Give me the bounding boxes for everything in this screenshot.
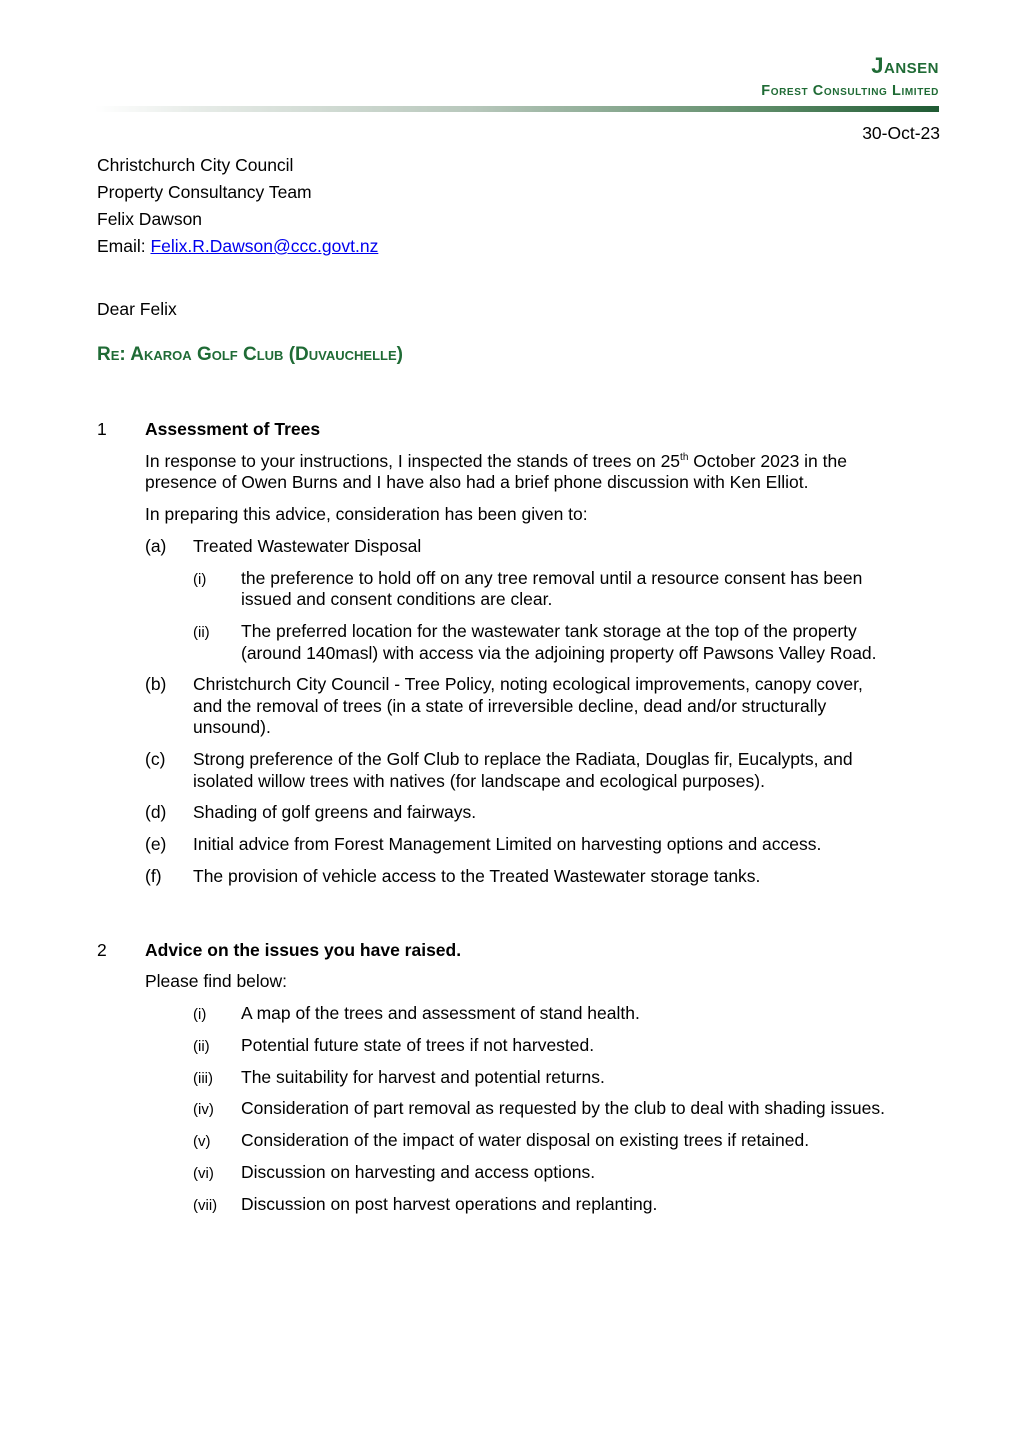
recipient-name: Felix Dawson (97, 209, 203, 229)
s2-item-i-text: A map of the trees and assessment of stand health. (241, 1003, 640, 1023)
s2-item-i-marker: (i) (193, 1006, 207, 1023)
recipient-org: Christchurch City Council (97, 155, 294, 175)
subject-line: Re: Akaroa Golf Club (Duvauchelle) (97, 344, 403, 365)
s2-item-v-text: Consideration of the impact of water disposal on existing trees if retained. (241, 1130, 810, 1150)
para1-text-b: October 2023 in the (688, 451, 847, 471)
item-d-text: Shading of golf greens and fairways. (193, 802, 477, 822)
item-e-text: Initial advice from Forest Management Limited on harvesting options and access. (193, 834, 822, 854)
section-1-para2: In preparing this advice, consideration has been given to: (145, 504, 588, 524)
s2-item-vi-text: Discussion on harvesting and access options. (241, 1162, 596, 1182)
s2-item-ii-text: Potential future state of trees if not harvested. (241, 1035, 595, 1055)
email-label: Email: (97, 236, 151, 256)
section-1-number: 1 (97, 419, 107, 439)
company-name: Jansen (871, 53, 939, 78)
recipient-email-line (97, 236, 378, 258)
item-c-marker: (c) (145, 749, 166, 769)
item-a-ii-marker: (ii) (193, 624, 210, 641)
item-d-marker: (d) (145, 802, 167, 822)
item-b-line3: unsound). (193, 717, 271, 737)
item-c-line1: Strong preference of the Golf Club to replace the Radiata, Douglas fir, Eucalypts, and (193, 749, 853, 769)
section-1-para1-line2: presence of Owen Burns and I have also had a brief phone discussion with Ken Elliot. (145, 472, 809, 492)
section-1-heading: Assessment of Trees (145, 419, 321, 439)
s2-item-iv-text: Consideration of part removal as requested by the club to deal with shading issues. (241, 1098, 885, 1118)
item-b-marker: (b) (145, 674, 167, 694)
para1-text-a: In response to your instructions, I inspected the stands of trees on 25 (145, 451, 681, 471)
item-e-marker: (e) (145, 834, 167, 854)
s2-item-iii-marker: (iii) (193, 1070, 213, 1087)
item-f-marker: (f) (145, 866, 162, 886)
section-2-heading: Advice on the issues you have raised. (145, 940, 462, 960)
item-a-text: Treated Wastewater Disposal (193, 536, 422, 556)
item-f-text: The provision of vehicle access to the Treated Wastewater storage tanks. (193, 866, 761, 886)
salutation: Dear Felix (97, 299, 177, 319)
item-a-i-marker: (i) (193, 571, 207, 588)
section-2-intro: Please find below: (145, 971, 288, 991)
s2-item-vi-marker: (vi) (193, 1165, 214, 1182)
section-2-number: 2 (97, 940, 107, 960)
item-b-line2: and the removal of trees (in a state of irreversible decline, dead and/or structurally (193, 696, 827, 716)
item-a-i-line1: the preference to hold off on any tree removal until a resource consent has been (241, 568, 863, 588)
letterhead-divider (95, 106, 939, 112)
item-a-i-line2: issued and consent conditions are clear. (241, 589, 553, 609)
item-a-marker: (a) (145, 536, 167, 556)
item-c-line2: isolated willow trees with natives (for landscape and ecological purposes). (193, 771, 765, 791)
para1-superscript: th (680, 452, 689, 464)
section-1-para1-line1 (145, 451, 847, 473)
s2-item-vii-marker: (vii) (193, 1197, 218, 1214)
item-a-ii-line2: (around 140masl) with access via the adjoining property off Pawsons Valley Road. (241, 643, 877, 663)
s2-item-iii-text: The suitability for harvest and potential returns. (241, 1067, 605, 1087)
item-b-line1: Christchurch City Council - Tree Policy, noting ecological improvements, canopy cover, (193, 674, 863, 694)
s2-item-iv-marker: (iv) (193, 1101, 214, 1118)
email-link[interactable]: Felix.R.Dawson@ccc.govt.nz (150, 236, 379, 256)
item-a-ii-line1: The preferred location for the wastewater tank storage at the top of the property (241, 621, 857, 641)
company-subtitle: Forest Consulting Limited (761, 83, 939, 99)
letter-date: 30-Oct-23 (862, 123, 940, 143)
s2-item-ii-marker: (ii) (193, 1038, 210, 1055)
recipient-team: Property Consultancy Team (97, 182, 312, 202)
s2-item-v-marker: (v) (193, 1133, 211, 1150)
s2-item-vii-text: Discussion on post harvest operations and replanting. (241, 1194, 658, 1214)
